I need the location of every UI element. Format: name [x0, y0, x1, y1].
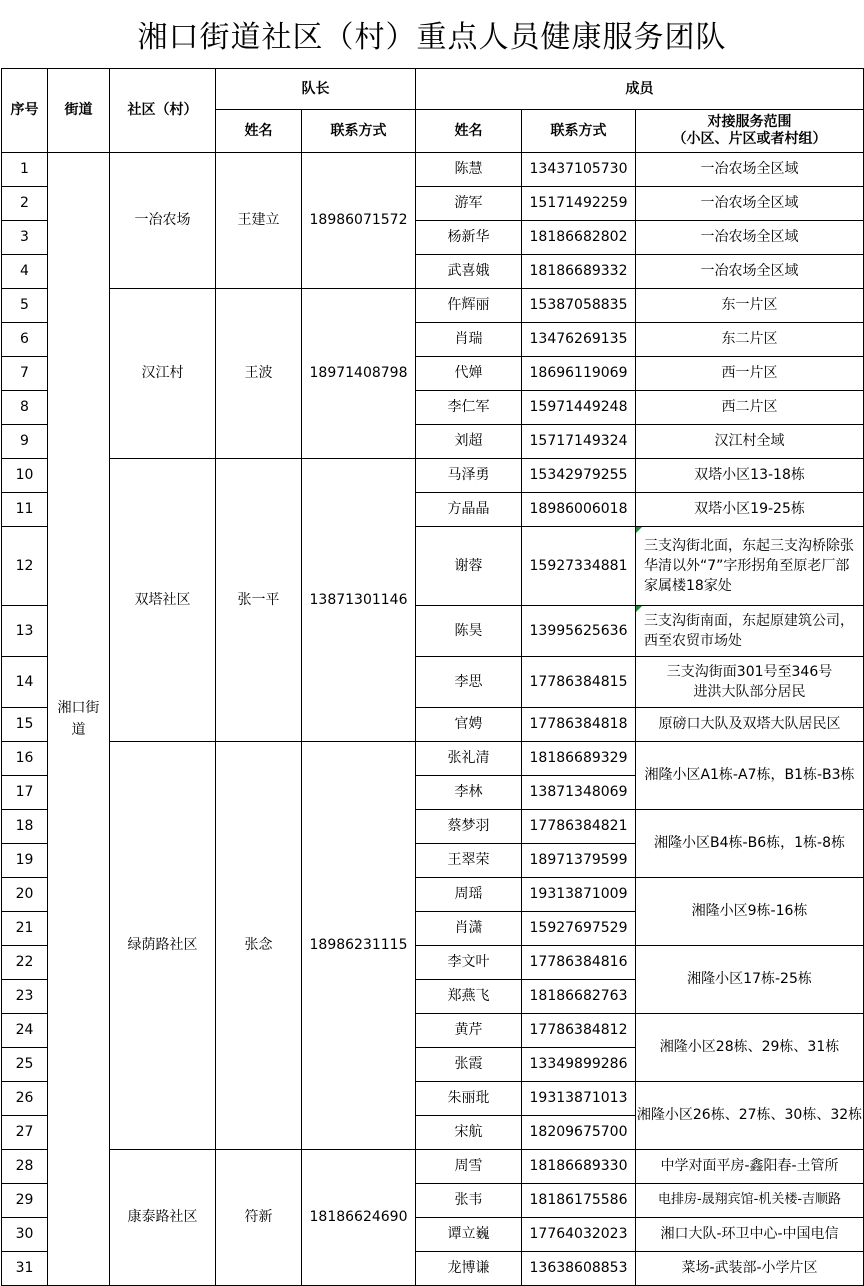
- member-phone: 18971379599: [522, 844, 636, 878]
- service-scope: [636, 527, 864, 606]
- row-seq: 28: [2, 1150, 48, 1184]
- header-members: 成员: [416, 69, 864, 110]
- member-name: 马泽勇: [416, 459, 522, 493]
- community-name: 一冶农场: [110, 153, 216, 289]
- leader-phone: 18971408798: [302, 289, 416, 459]
- member-name: 仵辉丽: [416, 289, 522, 323]
- member-name: 李思: [416, 657, 522, 708]
- member-name: 游军: [416, 187, 522, 221]
- leader-name: 王建立: [216, 153, 302, 289]
- row-seq: 13: [2, 606, 48, 657]
- row-seq: 8: [2, 391, 48, 425]
- member-phone: 15971449248: [522, 391, 636, 425]
- service-scope: 湘隆小区26栋、27栋、30栋、32栋: [636, 1082, 864, 1150]
- service-scope: 一冶农场全区域: [636, 221, 864, 255]
- member-name: 李文叶: [416, 946, 522, 980]
- row-seq: 22: [2, 946, 48, 980]
- header-scope-line1: 对接服务范围: [707, 113, 792, 130]
- member-name: 武喜娥: [416, 255, 522, 289]
- member-name: 官娉: [416, 708, 522, 742]
- community-name: 汉江村: [110, 289, 216, 459]
- service-scope: 湘隆小区28栋、29栋、31栋: [636, 1014, 864, 1082]
- member-name: 陈昊: [416, 606, 522, 657]
- member-phone: 13476269135: [522, 323, 636, 357]
- service-scope-line2: 进洪大队部分居民: [693, 684, 806, 700]
- member-name: 刘超: [416, 425, 522, 459]
- row-seq: 16: [2, 742, 48, 776]
- row-seq: 27: [2, 1116, 48, 1150]
- service-scope: 中学对面平房-鑫阳春-土管所: [636, 1150, 864, 1184]
- row-seq: 6: [2, 323, 48, 357]
- member-name: 周瑶: [416, 878, 522, 912]
- row-seq: 24: [2, 1014, 48, 1048]
- service-scope: 东二片区: [636, 323, 864, 357]
- member-phone: 13437105730: [522, 153, 636, 187]
- row-seq: 17: [2, 776, 48, 810]
- member-name: 方晶晶: [416, 493, 522, 527]
- row-seq: 5: [2, 289, 48, 323]
- row-seq: 10: [2, 459, 48, 493]
- service-scope: 一冶农场全区域: [636, 255, 864, 289]
- service-scope: [636, 657, 864, 708]
- header-leader-contact: 联系方式: [302, 110, 416, 153]
- row-seq: 3: [2, 221, 48, 255]
- member-phone: 17764032023: [522, 1218, 636, 1252]
- member-phone: 15927697529: [522, 912, 636, 946]
- member-phone: 18986006018: [522, 493, 636, 527]
- service-scope: 一冶农场全区域: [636, 153, 864, 187]
- header-street: 街道: [48, 69, 110, 153]
- member-name: 谢蓉: [416, 527, 522, 606]
- member-name: 张霞: [416, 1048, 522, 1082]
- member-phone: 19313871013: [522, 1082, 636, 1116]
- member-phone: 15387058835: [522, 289, 636, 323]
- member-phone: 17786384815: [522, 657, 636, 708]
- header-seq: 序号: [2, 69, 48, 153]
- member-phone: 15717149324: [522, 425, 636, 459]
- member-name: 王翠荣: [416, 844, 522, 878]
- member-phone: 18186689332: [522, 255, 636, 289]
- street-cell: [48, 153, 110, 1286]
- service-scope: 电排房-晟翔宾馆-机关楼-吉顺路: [636, 1184, 864, 1218]
- health-team-table: [1, 68, 864, 1286]
- table-row: [2, 459, 864, 493]
- member-name: 谭立巍: [416, 1218, 522, 1252]
- service-scope: 菜场-武装部-小学片区: [636, 1252, 864, 1286]
- member-name: 朱丽玭: [416, 1082, 522, 1116]
- member-phone: 18696119069: [522, 357, 636, 391]
- service-scope-line1: 三支沟街面301号至346号: [666, 663, 833, 680]
- community-name: 绿荫路社区: [110, 742, 216, 1150]
- member-phone: 17786384818: [522, 708, 636, 742]
- header-scope: [636, 110, 864, 153]
- member-phone: 18209675700: [522, 1116, 636, 1150]
- member-phone: 13349899286: [522, 1048, 636, 1082]
- member-name: 陈慧: [416, 153, 522, 187]
- service-scope: 双塔小区19-25栋: [636, 493, 864, 527]
- table-row: [2, 153, 864, 187]
- leader-phone: 18986231115: [302, 742, 416, 1150]
- row-seq: 21: [2, 912, 48, 946]
- street-name: 湘口街道: [57, 699, 100, 738]
- header-member-name: 姓名: [416, 110, 522, 153]
- service-scope: 西二片区: [636, 391, 864, 425]
- member-name: 周雪: [416, 1150, 522, 1184]
- member-name: 杨新华: [416, 221, 522, 255]
- row-seq: 26: [2, 1082, 48, 1116]
- service-scope: 湘隆小区17栋-25栋: [636, 946, 864, 1014]
- row-seq: 15: [2, 708, 48, 742]
- leader-phone: 18186624690: [302, 1150, 416, 1286]
- header-community: 社区（村）: [110, 69, 216, 153]
- row-seq: 30: [2, 1218, 48, 1252]
- member-name: 黄芹: [416, 1014, 522, 1048]
- row-seq: 29: [2, 1184, 48, 1218]
- service-scope: 汉江村全域: [636, 425, 864, 459]
- header-scope-line2: （小区、片区或者村组）: [672, 131, 827, 147]
- leader-name: 张念: [216, 742, 302, 1150]
- table-row: [2, 289, 864, 323]
- leader-name: 王波: [216, 289, 302, 459]
- member-name: 郑燕飞: [416, 980, 522, 1014]
- row-seq: 11: [2, 493, 48, 527]
- member-phone: 15927334881: [522, 527, 636, 606]
- service-scope: 湘口大队-环卫中心-中国电信: [636, 1218, 864, 1252]
- table-row: [2, 742, 864, 776]
- service-scope: 西一片区: [636, 357, 864, 391]
- member-name: 李林: [416, 776, 522, 810]
- row-seq: 23: [2, 980, 48, 1014]
- header-leader: 队长: [216, 69, 416, 110]
- service-scope: [636, 606, 864, 657]
- row-seq: 2: [2, 187, 48, 221]
- service-scope: 湘隆小区A1栋-A7栋，B1栋-B3栋: [636, 742, 864, 810]
- member-phone: 18186682763: [522, 980, 636, 1014]
- member-phone: 15171492259: [522, 187, 636, 221]
- member-phone: 13871348069: [522, 776, 636, 810]
- member-name: 龙博谦: [416, 1252, 522, 1286]
- leader-name: 符新: [216, 1150, 302, 1286]
- member-name: 代婵: [416, 357, 522, 391]
- row-seq: 9: [2, 425, 48, 459]
- header-member-contact: 联系方式: [522, 110, 636, 153]
- row-seq: 1: [2, 153, 48, 187]
- member-phone: 13638608853: [522, 1252, 636, 1286]
- service-scope: 东一片区: [636, 289, 864, 323]
- row-seq: 25: [2, 1048, 48, 1082]
- row-seq: 14: [2, 657, 48, 708]
- row-seq: 4: [2, 255, 48, 289]
- service-scope-text: 三支沟街南面，东起原建筑公司，西至农贸市场处: [644, 612, 854, 649]
- member-name: 肖潇: [416, 912, 522, 946]
- service-scope: 原磅口大队及双塔大队居民区: [636, 708, 864, 742]
- member-phone: 18186682802: [522, 221, 636, 255]
- member-name: 肖瑞: [416, 323, 522, 357]
- member-phone: 17786384816: [522, 946, 636, 980]
- service-scope: 湘隆小区B4栋-B6栋，1栋-8栋: [636, 810, 864, 878]
- service-scope: 双塔小区13-18栋: [636, 459, 864, 493]
- member-name: 张礼清: [416, 742, 522, 776]
- row-seq: 18: [2, 810, 48, 844]
- member-phone: 17786384812: [522, 1014, 636, 1048]
- leader-name: 张一平: [216, 459, 302, 742]
- table-row: [2, 1150, 864, 1184]
- row-seq: 7: [2, 357, 48, 391]
- member-name: 宋航: [416, 1116, 522, 1150]
- leader-phone: 18986071572: [302, 153, 416, 289]
- community-name: 双塔社区: [110, 459, 216, 742]
- service-scope: 湘隆小区9栋-16栋: [636, 878, 864, 946]
- row-seq: 19: [2, 844, 48, 878]
- member-phone: 18186175586: [522, 1184, 636, 1218]
- service-scope-text: 三支沟街北面，东起三支沟桥除张华清以外“7”字形拐角至原老厂部家属楼18家处: [644, 537, 854, 595]
- header-leader-name: 姓名: [216, 110, 302, 153]
- community-name: 康泰路社区: [110, 1150, 216, 1286]
- member-phone: 17786384821: [522, 810, 636, 844]
- member-phone: 18186689330: [522, 1150, 636, 1184]
- row-seq: 20: [2, 878, 48, 912]
- member-phone: 13995625636: [522, 606, 636, 657]
- leader-phone: 13871301146: [302, 459, 416, 742]
- member-phone: 15342979255: [522, 459, 636, 493]
- row-seq: 31: [2, 1252, 48, 1286]
- page-title: 湘口街道社区（村）重点人员健康服务团队: [137, 20, 727, 55]
- member-name: 李仁军: [416, 391, 522, 425]
- header-row-1: [2, 69, 864, 110]
- member-phone: 18186689329: [522, 742, 636, 776]
- member-name: 张韦: [416, 1184, 522, 1218]
- member-name: 蔡梦羽: [416, 810, 522, 844]
- member-phone: 19313871009: [522, 878, 636, 912]
- service-scope: 一冶农场全区域: [636, 187, 864, 221]
- row-seq: 12: [2, 527, 48, 606]
